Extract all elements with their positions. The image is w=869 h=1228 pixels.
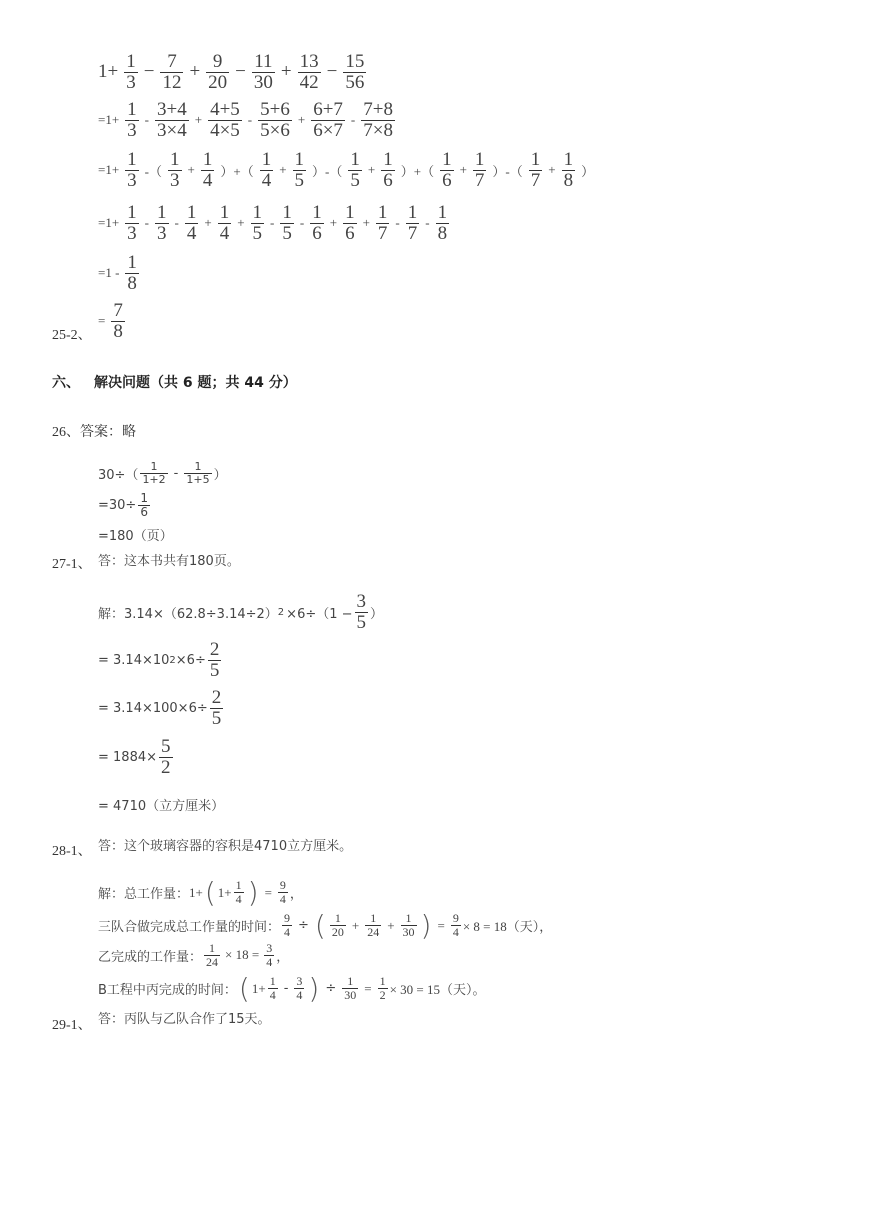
q25-line-5 xyxy=(98,253,141,294)
operator: + xyxy=(297,112,306,128)
numerator: 13 xyxy=(299,51,319,72)
fraction xyxy=(361,100,395,141)
fraction xyxy=(218,203,232,244)
numerator: 1 xyxy=(170,149,180,170)
q29-l4-frac4: $\frac{1}{2}$ xyxy=(379,974,386,1002)
q25-label: 25-2、 xyxy=(52,328,92,343)
denominator: 6 xyxy=(442,169,452,191)
q29-l1-b: 1+ xyxy=(189,884,203,900)
operator: - xyxy=(144,112,150,128)
denominator: 7 xyxy=(377,222,388,244)
q25-line-1 xyxy=(98,52,368,93)
fraction xyxy=(376,203,390,244)
line-lead: =1+ xyxy=(98,215,120,231)
q28-l2-text2: ×6÷ xyxy=(175,652,206,668)
fraction xyxy=(343,52,366,93)
numerator: 1 xyxy=(282,202,292,223)
q28-l1-text2: ×6÷（1 − xyxy=(286,606,353,622)
q29-line-4 xyxy=(98,972,486,1005)
q29-l3-frac1: $\frac{1}{24}$ xyxy=(206,941,219,969)
fraction xyxy=(185,203,199,244)
q29-l1-end: ， xyxy=(289,887,303,902)
q27-l2-lead: =30÷ xyxy=(98,497,137,513)
operator: − xyxy=(235,61,246,83)
fraction xyxy=(206,52,229,93)
fraction xyxy=(125,150,139,191)
numerator: 1 xyxy=(127,202,137,223)
fraction xyxy=(201,150,215,191)
q28-l2-sup: 2 xyxy=(169,654,176,666)
fraction xyxy=(293,150,307,191)
q28-l2-text: = 3.14×10 xyxy=(98,652,170,668)
q29-l1-open-paren: ( xyxy=(204,876,216,909)
fraction xyxy=(310,203,324,244)
fraction xyxy=(406,203,420,244)
q29-l1-frac1: $\frac{1}{4}$ xyxy=(235,878,242,906)
section-title: 解决问题（共 6 题；共 44 分） xyxy=(94,375,297,391)
q29-l4-frac3: $\frac{1}{30}$ xyxy=(344,974,357,1002)
operator: + xyxy=(548,162,556,178)
denominator: 8 xyxy=(127,272,137,294)
numerator: 1 xyxy=(530,149,541,170)
denominator: 5 xyxy=(282,222,292,244)
q27-label: 27-1、 xyxy=(52,557,92,572)
q29-l4-frac2: 3 4 xyxy=(296,974,303,1002)
numerator: 4+5 xyxy=(210,99,240,120)
q28-l3-text: = 3.14×100×6÷ xyxy=(98,700,208,716)
denominator: 12 xyxy=(162,71,182,93)
q29-l4-close-paren: ) xyxy=(308,972,320,1005)
q29-l2-frac2: 1 20 xyxy=(331,911,344,939)
q29-l3-frac2: $\frac{3}{4}$ xyxy=(266,941,273,969)
fraction xyxy=(125,253,139,294)
q29-l4-minus: - xyxy=(283,981,289,996)
q27-l1-close: ） xyxy=(213,467,227,483)
q29-answer: 答：丙队与乙队合作了15天。 xyxy=(98,1012,271,1027)
operator: - xyxy=(425,215,430,231)
q29-l1-frac2: $\frac{9}{4}$ xyxy=(279,878,286,906)
fraction xyxy=(440,150,454,191)
denominator: 30 xyxy=(253,71,273,93)
denominator: 4 xyxy=(261,169,272,191)
fraction xyxy=(348,150,362,191)
denominator: 5 xyxy=(252,222,263,244)
fraction xyxy=(311,100,345,141)
denominator: 5 xyxy=(294,169,305,191)
q29-l2-div: ÷ xyxy=(298,918,309,933)
q26-label xyxy=(52,421,136,441)
q28-l1-sup: 2 xyxy=(277,606,285,618)
numerator: 7 xyxy=(167,51,177,72)
fraction xyxy=(343,203,357,244)
operator: -（ xyxy=(144,163,163,179)
numerator: 1 xyxy=(312,202,322,223)
q29-l2-close-paren: ) xyxy=(420,909,432,942)
q29-l2-plus1: + xyxy=(351,917,360,933)
operator: ）-（ xyxy=(312,163,343,179)
q29-l4-a: B工程中丙完成的时间： xyxy=(98,983,237,998)
operator: ） xyxy=(581,163,595,179)
q28-line-5: = 4710（立方厘米） xyxy=(98,799,225,814)
operator: - xyxy=(247,112,253,128)
q29-l2-plus2: + xyxy=(387,917,395,933)
q29-l4-frac1: $\frac{1}{4}$ xyxy=(269,974,276,1002)
q29-l2-a: 三队合做完成总工作量的时间： xyxy=(98,920,281,935)
fraction xyxy=(529,150,543,191)
fraction xyxy=(168,150,182,191)
q29-l4-b: 1+ xyxy=(251,980,266,996)
operator: + xyxy=(237,215,245,231)
fraction xyxy=(562,150,576,191)
fraction xyxy=(280,203,294,244)
numerator: 1 xyxy=(252,202,263,223)
q29-l1-c: 1+ xyxy=(217,884,232,900)
operator: + xyxy=(194,112,203,128)
operator: - xyxy=(270,215,275,231)
numerator: 1 xyxy=(563,149,574,170)
fraction xyxy=(125,100,139,141)
numerator: 7 xyxy=(113,300,123,321)
denominator: 3 xyxy=(127,119,137,141)
denominator: 4×5 xyxy=(210,119,240,141)
operator: − xyxy=(143,61,155,83)
operator: − xyxy=(326,61,338,83)
q27-l1-lead: 30÷（ xyxy=(98,467,139,483)
q25-line-6 xyxy=(98,301,127,342)
denominator: 3 xyxy=(127,222,137,244)
q29-l2-frac4: $\frac{1}{30}$ xyxy=(402,911,415,939)
line-lead: 1+ xyxy=(98,61,119,83)
denominator: 3 xyxy=(126,71,136,93)
q29-l4-eq: = xyxy=(364,980,372,996)
q29-label: 29-1、 xyxy=(52,1018,92,1033)
denominator: 42 xyxy=(299,71,319,93)
q27-l1-minus: - xyxy=(173,465,179,481)
q27-line-1 xyxy=(98,461,227,485)
q28-answer: 答：这个玻璃容器的容积是4710立方厘米。 xyxy=(98,839,353,854)
numerator: 1 xyxy=(157,202,167,223)
fraction xyxy=(155,100,189,141)
numerator: 1 xyxy=(186,202,197,223)
q27-l1-frac1: 1 1+2 xyxy=(142,460,166,486)
denominator: 6 xyxy=(383,169,393,191)
q29-l3-end: ， xyxy=(276,949,290,965)
numerator: 1 xyxy=(261,149,272,170)
fraction xyxy=(125,203,139,244)
q28-line-1 xyxy=(98,592,383,633)
numerator: 1 xyxy=(350,149,360,170)
denominator: 7 xyxy=(407,222,418,244)
q27-l1-frac2: 1 1+5 xyxy=(186,460,210,486)
operator: - xyxy=(144,215,150,231)
numerator: 3+4 xyxy=(157,99,187,120)
line-lead: =1+ xyxy=(98,112,120,128)
numerator: 1 xyxy=(437,202,448,223)
q29-l1-close-paren: ) xyxy=(247,876,259,909)
q29-line-2 xyxy=(98,909,552,942)
denominator: 8 xyxy=(437,222,448,244)
denominator: 56 xyxy=(345,71,365,93)
q28-l4-text: = 1884× xyxy=(98,749,158,765)
q27-answer: 答：这本书共有180页。 xyxy=(98,554,240,569)
operator: ）+（ xyxy=(400,163,435,179)
fraction xyxy=(260,150,274,191)
q29-l3-a: 乙完成的工作量： xyxy=(98,949,203,965)
denominator: 3 xyxy=(170,169,180,191)
denominator: 8 xyxy=(113,320,123,342)
operator: - xyxy=(395,215,400,231)
line-lead: =1+ xyxy=(98,162,120,178)
denominator: 6×7 xyxy=(313,119,343,141)
q29-l1-a: 解：总工作量： xyxy=(98,887,190,902)
operator: + xyxy=(367,162,376,178)
q25-line-4 xyxy=(98,203,451,244)
numerator: 5+6 xyxy=(260,99,290,120)
q29-line-3 xyxy=(98,942,289,968)
q25-line-3 xyxy=(98,150,598,191)
q28-l1-frac: $\frac{3}{5}$ xyxy=(356,591,367,633)
operator: + xyxy=(362,215,370,231)
q28-label: 28-1、 xyxy=(52,844,92,859)
q29-l2-frac1: $\frac{9}{4}$ xyxy=(284,911,291,939)
denominator: 6 xyxy=(345,222,355,244)
line-lead: =1 - xyxy=(98,265,120,281)
operator: - xyxy=(350,112,356,128)
q29-l1-eq: = xyxy=(264,884,272,900)
numerator: 1 xyxy=(294,149,305,170)
q29-line-1 xyxy=(98,876,303,909)
numerator: 1 xyxy=(345,202,355,223)
denominator: 20 xyxy=(208,71,228,93)
q28-l3-frac: $\frac{2}{5}$ xyxy=(211,687,222,729)
fraction xyxy=(160,52,183,93)
fraction xyxy=(258,100,292,141)
q29-l2-open-paren: ( xyxy=(314,909,326,942)
q28-l1-close: ） xyxy=(370,606,384,622)
denominator: 4 xyxy=(186,222,197,244)
denominator: 3 xyxy=(157,222,167,244)
line-lead: = xyxy=(98,313,106,329)
denominator: 4 xyxy=(219,222,230,244)
operator: + xyxy=(189,61,201,83)
fraction xyxy=(298,52,321,93)
operator: + xyxy=(280,61,292,83)
fraction xyxy=(436,203,450,244)
operator: + xyxy=(204,215,212,231)
numerator: 7+8 xyxy=(363,99,393,120)
numerator: 1 xyxy=(127,149,137,170)
q29-l3-mid: × 18 = xyxy=(225,947,260,963)
fraction xyxy=(208,100,242,141)
q26-answer: 答案：略 xyxy=(80,425,136,440)
q29-l4-end: × 30 = 15（天）。 xyxy=(389,982,486,997)
operator: + xyxy=(459,162,467,178)
q29-l2-end: × 8 = 18（天）， xyxy=(462,919,553,934)
operator: ）+（ xyxy=(220,163,254,179)
fraction xyxy=(111,301,125,342)
denominator: 3 xyxy=(127,169,137,191)
numerator: 1 xyxy=(126,51,136,72)
q28-line-4 xyxy=(98,737,175,778)
q29-l4-div: ÷ xyxy=(325,981,337,996)
q29-l2-frac3: $\frac{1}{24}$ xyxy=(367,911,380,939)
fraction xyxy=(381,150,395,191)
q27-line-3: =180（页） xyxy=(98,529,173,544)
q29-l2-frac5: $\frac{9}{4}$ xyxy=(452,911,459,939)
numerator: 15 xyxy=(345,51,365,72)
operator: - xyxy=(174,215,179,231)
q28-l2-frac: $\frac{2}{5}$ xyxy=(209,639,220,681)
denominator: 6 xyxy=(312,222,322,244)
q29-l4-open-paren: ( xyxy=(238,972,250,1005)
operator: - xyxy=(299,215,305,231)
numerator: 6+7 xyxy=(313,99,343,120)
numerator: 1 xyxy=(474,149,485,170)
section-number: 六、 xyxy=(52,375,80,391)
q25-line-2 xyxy=(98,100,397,141)
q28-line-2 xyxy=(98,640,223,681)
denominator: 8 xyxy=(563,169,574,191)
denominator: 4 xyxy=(202,169,213,191)
fraction xyxy=(155,203,169,244)
fraction xyxy=(252,52,275,93)
q26-number: 26、 xyxy=(52,425,80,440)
q29-l2-eq: = xyxy=(437,917,445,933)
numerator: 1 xyxy=(442,149,452,170)
q28-l4-frac: $\frac{5}{2}$ xyxy=(161,736,171,778)
fraction xyxy=(124,52,138,93)
denominator: 3×4 xyxy=(157,119,187,141)
denominator: 7 xyxy=(530,169,541,191)
numerator: 1 xyxy=(127,252,137,273)
fraction xyxy=(251,203,265,244)
section-heading xyxy=(52,372,297,392)
numerator: 1 xyxy=(407,202,418,223)
operator: + xyxy=(187,162,195,178)
numerator: 1 xyxy=(127,99,137,120)
denominator: 7 xyxy=(474,169,485,191)
numerator: 1 xyxy=(383,149,393,170)
operator: + xyxy=(279,162,287,178)
denominator: 5×6 xyxy=(260,119,290,141)
denominator: 7×8 xyxy=(363,119,393,141)
q28-l1-text: 解：3.14×（62.8÷3.14÷2） xyxy=(98,606,278,622)
fraction xyxy=(473,150,487,191)
operator: ）-（ xyxy=(492,163,523,179)
numerator: 11 xyxy=(254,51,273,72)
q27-line-2 xyxy=(98,492,152,518)
q28-line-3 xyxy=(98,688,225,729)
numerator: 1 xyxy=(202,149,213,170)
numerator: 1 xyxy=(219,202,230,223)
operator: + xyxy=(329,215,338,231)
numerator: 1 xyxy=(377,202,388,223)
numerator: 9 xyxy=(212,51,223,72)
denominator: 5 xyxy=(350,169,360,191)
q27-l2-frac: $\frac{1}{6}$ xyxy=(140,491,148,519)
